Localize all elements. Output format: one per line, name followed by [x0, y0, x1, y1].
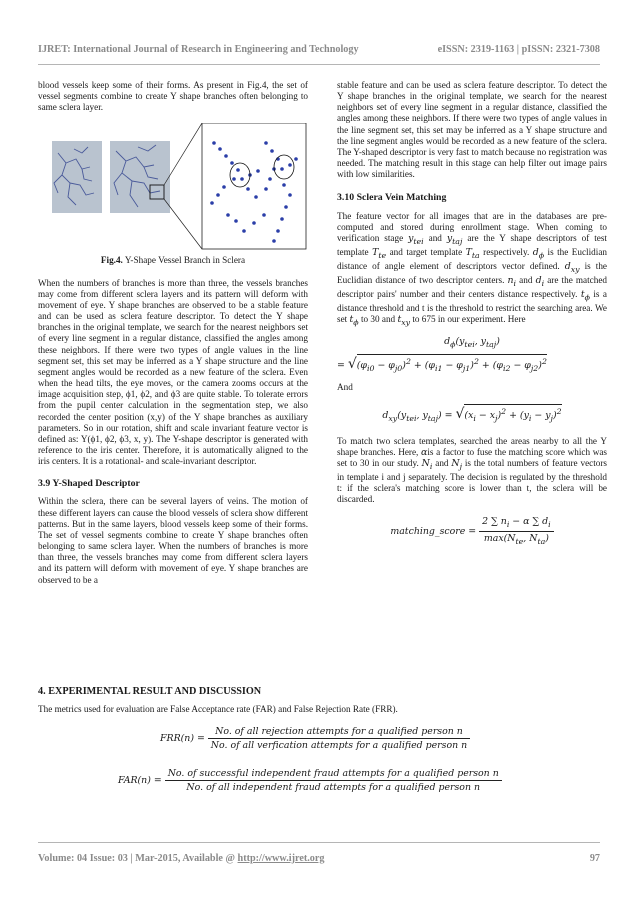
right-column: [337, 80, 607, 547]
journal-title: IJRET: International Journal of Research in Engineering and Technology: [38, 44, 359, 55]
branches-paragraph: When the numbers of branches is more than three, the vessels branches may come from different sclera layers and its pattern will deform with movement of eye. Y shape branches are observed to be a stable feature and can be used as sclera feature descriptor. To detect the Y shape branches in the original template, we search for the nearest neighbors set of every line segment in a regular distance, classified the angles among these neighbors. If there were two types of angle values in the line segment set, this set may be inferred as a Y shape structure and the line segment angles would be recorded as a new feature of the sclera. Even when the head tilts, the eye moves, or the camera zooms occurs at the image acquisition step, ϕ1, ϕ2, and ϕ3 are quite stable. To tolerate errors from the pupil center calculation in the segmentation step, we also recorded the center position (x,y) of the Y shape branches as auxiliary parameters. So in our rotation, shift and scale invariant feature vector is defined as: Y(ϕ1, ϕ2, ϕ3, x, y). The Y-shape descriptor is generated with reference to the iris center. Therefore, it is automatically aligned to the iris centers. It is a rotational- and scale-invariant descriptor.: [38, 277, 308, 467]
intro-paragraph: blood vessels keep some of their forms. As present in Fig.4, the set of vessel segments combine to create Y shape branches often belonging to same sclera layer.: [38, 80, 308, 113]
matching-paragraph: To match two sclera templates, searched the areas nearby to all the Y shape branches. Here, αis a factor to fuse the matching score which was set to 30 in our study. $N_i$ and $N_j$ is the total numbers of feature vectors in template i and j separately. The decision is regulated by the threshold t: if the sclera's matching score is lower than t, the sclera will be discarded.: [337, 435, 608, 505]
far-equation: FAR(n) = No. of successful independent fraud attempts for a qualified person n No. of all independent fraud attempts for a qualified person n: [118, 768, 502, 793]
vessel-figure-image: [38, 123, 308, 251]
figure-caption-text: Y-Shape Vessel Branch in Sclera: [122, 255, 246, 266]
issn-text: eISSN: 2319-1163 | pISSN: 2321-7308: [437, 44, 600, 55]
page-header: [38, 44, 600, 58]
frr-equation: FRR(n) = $\frac{\text{No. of all rejection attempts for a qualified person n}}{\text{No. of all verfication attempts for a qualified person n}}$: [160, 726, 470, 751]
figure-label: Fig.4.: [100, 255, 123, 266]
page-number: 97: [589, 853, 600, 864]
section-3-10-heading: 3.10 Sclera Vein Matching: [337, 192, 447, 204]
figure-caption: [38, 255, 308, 266]
zoom-panel: [202, 123, 306, 249]
continuation-paragraph: stable feature and can be used as sclera feature descriptor. To detect the Y shape branches in the original template, we search for the nearest neighbors set of every line segment in a regular distance, classified the angles among these neighbors. If there were two types of angle values in the line segment set, this set may be inferred as a Y shape structure and the line segment angles would be recorded as a new feature of the sclera. The Y-shaped descriptor is very fast to match because no registration was needed. The matching result in this stage can help filter out image pairs with low similarities.: [337, 80, 607, 180]
section-3-9-paragraph: Within the sclera, there can be several layers of veins. The motion of these different layers can cause the blood vessels of sclera show different patterns. But in the same layers, blood vessels keep some of their forms. The set of vessel segments combine to create Y shape branches often belonging to same sclera layer. When the numbers of branches is more than three, the vessels branches may come from different sclera layers and its pattern will deform with movement of eye. Y shape branches are observed to be a: [38, 496, 308, 585]
metrics-text: The metrics used for evaluation are False Acceptance rate (FAR) and False Rejection Rate (FRR).: [38, 704, 398, 714]
figure-4: [38, 123, 308, 251]
equation-d-xy: $d_{xy}(y_{tei}$, $y_{taj}) = √(x_i - x_j)^2 + (y_i - y_j)^2$: [337, 404, 607, 424]
header-rule: [38, 64, 600, 65]
section-3-9-heading: 3.9 Y-Shaped Descriptor: [38, 478, 140, 490]
section-4-heading: 4. EXPERIMENTAL RESULT AND DISCUSSION: [38, 686, 262, 697]
left-column: [38, 80, 308, 586]
footer-rule: [38, 842, 600, 843]
equation-d-phi: $d_\phi(y_{tei}$, $y_{taj}$) = $√(\varphi_{i0} - \varphi_{j0})^2 + (\varphi_{i1} - \varphi_{j1})^2 + (\varphi_{i2} - \varphi_{j2})^2$: [337, 336, 547, 374]
journal-link[interactable]: http://www.ijret.org: [237, 853, 325, 864]
footer-text: Volume: 04 Issue: 03 | Mar-2015, Available @: [38, 853, 238, 864]
and-text: And: [337, 382, 353, 393]
equation-matching-score: matching_score = $\frac{2 \sum n_i - \alpha \sum d_i}{\max(N_{te}, N_{ta})}$: [337, 516, 607, 547]
page-footer: [38, 853, 600, 864]
zoom-line-bottom: [164, 199, 202, 249]
section-3-10-paragraph: The feature vector for all images that are in the databases are pre-computed and stored during enrollment stage. When coming to verification stage $y_{tei}$ and $y_{taj}$ are the Y shape descriptors of test template $T_{te}$ and target template $T_{ta}$ respectively. $d_\phi$ is the Euclidian distance of angle element of descriptors vector defined. $d_{xy}$ is the Euclidian distance of two descriptor centers. $n_i$ and $d_i$ are the matched descriptor pairs' number and their centers distance respectively. $t_\phi$ is a distance threshold and t is the threshold to restrict the searching area. We set $t_\phi$ to 30 and $t_{xy}$ to 675 in our experiment. Here: [337, 210, 608, 328]
